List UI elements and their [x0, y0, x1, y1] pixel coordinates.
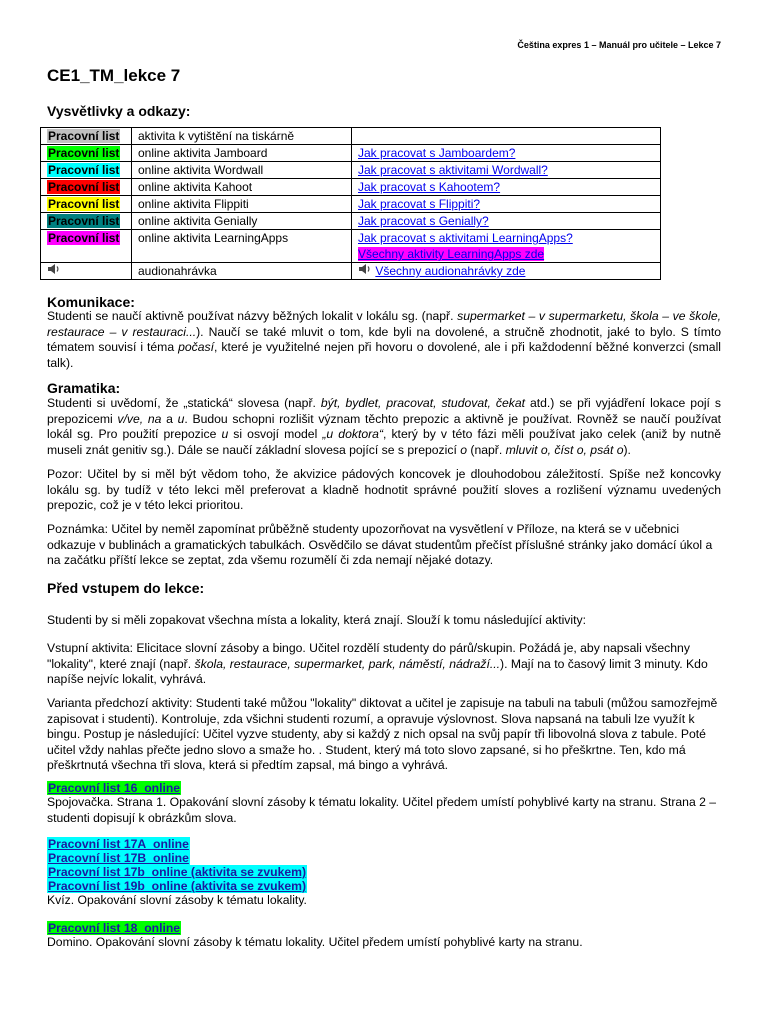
worksheet-17a-link[interactable]: Pracovní list 17A_online	[48, 837, 189, 851]
legend-tag: Pracovní list	[48, 146, 120, 160]
legend-tag-cell	[41, 179, 132, 196]
legend-tag: Pracovní list	[48, 163, 120, 177]
legend-row	[41, 263, 661, 280]
legend-tag-cell	[41, 145, 132, 162]
worksheet-19b-audio-link[interactable]: Pracovní list 19b_online (aktivita se zvukem)	[48, 879, 307, 893]
legend-tag-cell	[41, 128, 132, 145]
legend-row	[41, 213, 661, 230]
worksheet-16-link[interactable]: Pracovní list 16_online	[48, 781, 181, 795]
legend-links-cell	[352, 196, 661, 213]
legend-table	[40, 127, 661, 280]
legend-heading: Vysvětlivky a odkazy:	[47, 103, 191, 119]
legend-row	[41, 196, 661, 213]
running-header: Čeština expres 1 – Manuál pro učitele – Lekce 7	[517, 40, 721, 50]
legend-description: online aktivita Wordwall	[132, 162, 352, 179]
legend-help-link[interactable]: Jak pracovat s Flippiti?	[358, 197, 481, 211]
legend-tag: Pracovní list	[48, 231, 120, 245]
pred-vstupem-paragraph-1: Studenti by si měli zopakovat všechna místa a lokality, která znají. Slouží k tomu následující aktivity:	[47, 613, 586, 627]
legend-tag-cell	[41, 162, 132, 179]
legend-tag: Pracovní list	[48, 197, 120, 211]
legend-help-link[interactable]: Všechny aktivity LearningApps zde	[358, 247, 545, 261]
gramatika-paragraph-2: Pozor: Učitel by si měl být vědom toho, že akvizice pádových koncovek je dlouhodobou záležitostí. Spíše než koncovky lokálu sg. by tudíž v této lekci měl preferovat a kladně hodnotit správné použití sloves a rozlišení významu uvedených prepozic, což je v této lekci prioritou.	[47, 467, 721, 512]
legend-description: online aktivita LearningApps	[132, 230, 352, 263]
legend-row	[41, 162, 661, 179]
legend-description: online aktivita Genially	[132, 213, 352, 230]
worksheet-16-block	[47, 781, 721, 795]
komunikace-paragraph: Studenti se naučí aktivně používat názvy běžných lokalit v lokálu sg. (např. supermarket – v supermarketu, škola – ve škole, restaurace – v restauraci...). Naučí se také mluvit o tom, kde byli na dovolené, a stručně zhodnotit, jaké to bylo. S tímto tématem souvisí i téma počasí, které je využitelné nejen při hovoru o dovolené, ale i při každodenní běžné konverzci (small talk).	[47, 309, 722, 370]
legend-links-cell	[352, 128, 661, 145]
pred-vstupem-paragraph-3: Varianta předchozí aktivity: Studenti také můžou "lokality" diktovat a učitel je zapisuje na tabuli na tabuli (můžou samozřejmě zapisovat i studenti). Kontroluje, zda všichni studenti rozumí, a opravuje výslovnost. Slova napsaná na tabuli lze využít k bingu. Postup je následující: Učitel vyzve studenty, aby si každý z nich opsal na svůj papír tři libovolná slova z tabule. Poté učitel vždy nahlas přečte jedno slovo a smaže ho. . Student, který má toto slovo zapsané, si ho přeškrtne. Ten, kdo má přeškrtnutá všechna tři slova, která si předtím zapsal, má bingo a vyhrává.	[47, 696, 718, 772]
legend-description: online aktivita Flippiti	[132, 196, 352, 213]
legend-help-link[interactable]: Všechny audionahrávky zde	[375, 264, 526, 278]
legend-help-link[interactable]: Jak pracovat s aktivitami Wordwall?	[358, 163, 548, 177]
worksheet-17b-link[interactable]: Pracovní list 17B_online	[48, 851, 189, 865]
legend-help-link[interactable]: Jak pracovat s Kahootem?	[358, 180, 501, 194]
speaker-icon	[358, 264, 375, 278]
worksheet-17-description: Kvíz. Opakování slovní zásoby k tématu lokality.	[47, 893, 307, 907]
worksheet-17-block	[47, 837, 721, 893]
legend-links-cell	[352, 179, 661, 196]
speaker-icon	[47, 264, 61, 278]
legend-tag: Pracovní list	[48, 180, 120, 194]
legend-row	[41, 179, 661, 196]
legend-tag-cell	[41, 263, 132, 280]
legend-description: online aktivita Jamboard	[132, 145, 352, 162]
gramatika-paragraph-3: Poznámka: Učitel by neměl zapomínat průběžně studenty upozorňovat na vysvětlení v Příloze, na která se v učebnici odkazuje v bublinách a gramatických tabulkách. Osvědčilo se dávat studentům přečíst příslušné stránky jako domácí úkol a na začátku příští lekce se zeptat, zda všemu rozumělí či zda nemají nějaké dotazy.	[47, 522, 713, 567]
legend-tag: Pracovní list	[48, 214, 120, 228]
legend-description: online aktivita Kahoot	[132, 179, 352, 196]
pred-vstupem-heading: Před vstupem do lekce:	[47, 580, 205, 596]
legend-row	[41, 128, 661, 145]
legend-links-cell	[352, 145, 661, 162]
pred-vstupem-paragraph-2: Vstupní aktivita: Elicitace slovní zásoby a bingo. Učitel rozdělí studenty do párů/skupin. Požádá je, aby napsali všechny "lokality", které znají (např. škola, restaurace, supermarket, park, náměstí, nádraží...). Mají na to časový limit 3 minuty. Kdo napíše nejvíc lokalit, vyhrává.	[47, 641, 708, 686]
legend-links-cell	[352, 230, 661, 263]
worksheet-18-block	[47, 921, 721, 935]
legend-tag: Pracovní list	[48, 129, 120, 143]
legend-links-cell	[352, 263, 661, 280]
legend-help-link[interactable]: Jak pracovat s Genially?	[358, 214, 489, 228]
komunikace-heading: Komunikace:	[47, 294, 135, 310]
legend-tag-cell	[41, 230, 132, 263]
legend-description: audionahrávka	[132, 263, 352, 280]
legend-links-cell	[352, 213, 661, 230]
gramatika-paragraph-1: Studenti si uvědomí, že „statická“ slovesa (např. být, bydlet, pracovat, studovat, čekat atd.) se při vyjádření lokace pojí s prepozicemi v/ve, na a u. Budou schopni rozlišit význam těchto prepozic a aktivně je používat. Rovněž se naučí používat lokál sg. Pro použití prepozice u si osvojí model „u doktora“, který by v této fázi měli používat jako celek (aniž by nutně museli znát genitiv sg.). Dále se naučí základní slovesa pojící se s prepozicí o (např. mluvit o, číst o, psát o).	[47, 396, 721, 457]
legend-tag-cell	[41, 196, 132, 213]
worksheet-16-description: Spojovačka. Strana 1. Opakování slovní zásoby k tématu lokality. Učitel předem umístí pohyblivé karty na stranu. Strana 2 – studenti dopisují k obrázkům slova.	[47, 795, 717, 825]
legend-help-link[interactable]: Jak pracovat s Jamboardem?	[358, 146, 516, 160]
worksheet-18-link[interactable]: Pracovní list 18_online	[48, 921, 181, 935]
gramatika-heading: Gramatika:	[47, 380, 121, 396]
worksheet-17b-audio-link[interactable]: Pracovní list 17b_online (aktivita se zvukem)	[48, 865, 307, 879]
legend-help-link[interactable]: Jak pracovat s aktivitami LearningApps?	[358, 231, 573, 245]
legend-tag-cell	[41, 213, 132, 230]
legend-description: aktivita k vytištění na tiskárně	[132, 128, 352, 145]
worksheet-18-description: Domino. Opakování slovní zásoby k tématu lokality. Učitel předem umístí pohyblivé karty na stranu.	[47, 935, 583, 949]
legend-row	[41, 230, 661, 263]
legend-links-cell	[352, 162, 661, 179]
page-title: CE1_TM_lekce 7	[47, 66, 181, 85]
legend-row	[41, 145, 661, 162]
